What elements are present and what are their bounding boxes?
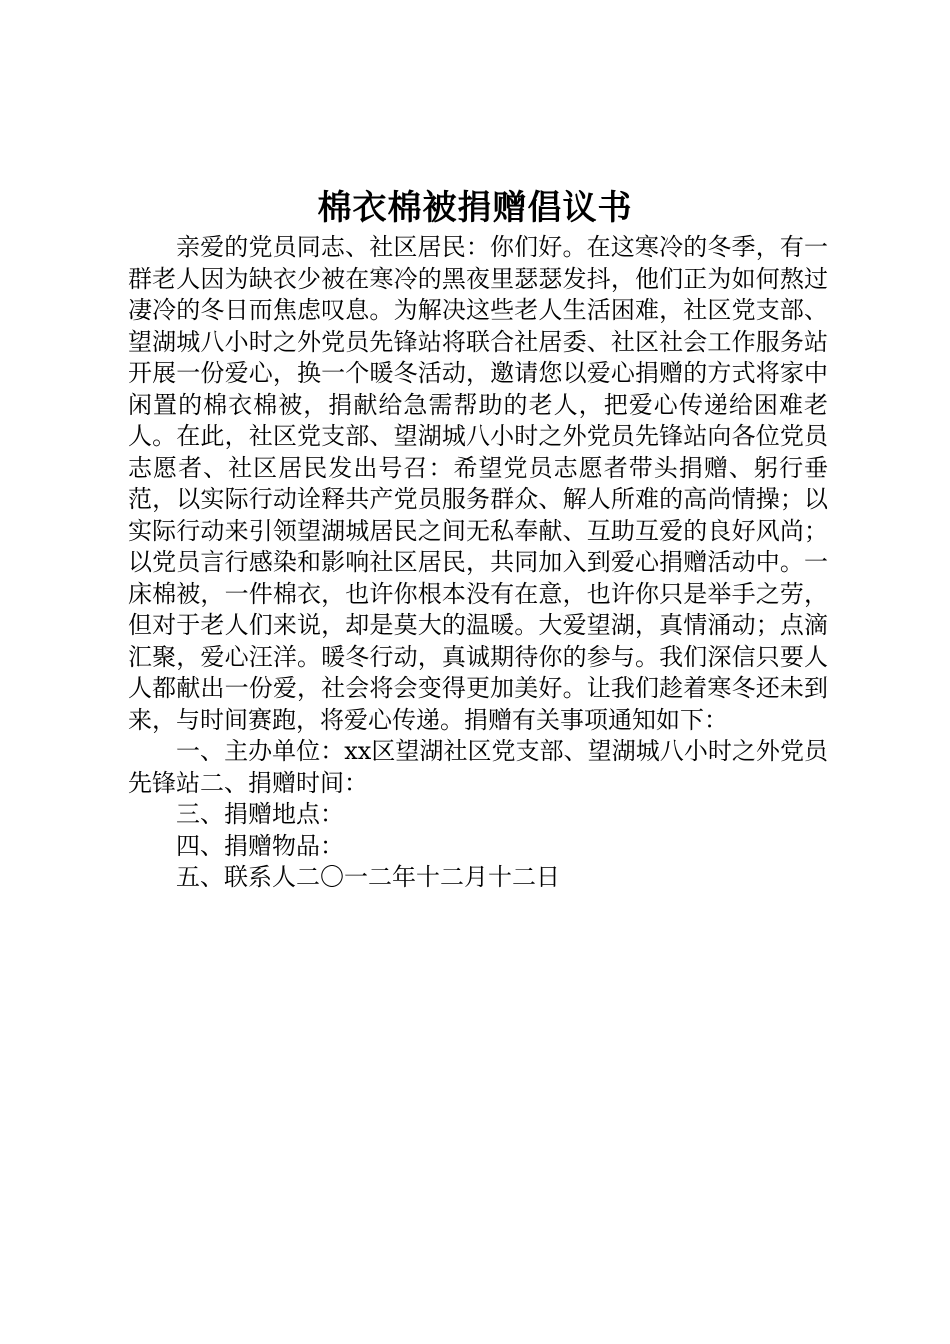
intro-paragraph: 亲爱的党员同志、社区居民：你们好。在这寒冷的冬季，有一群老人因为缺衣少被在寒冷的黑夜里瑟瑟发抖，他们正为如何熬过凄冷的冬日而焦虑叹息。为解决这些老人生活困难，社区党支部、望湖城八小时之外党员先锋站将联合社居委、社区社会工作服务站开展一份爱心，换一个暖冬活动，邀请您以爱心捐赠的方式将家中闲置的棉衣棉被，捐献给急需帮助的老人，把爱心传递给困难老人。在此，社区党支部、望湖城八小时之外党员先锋站向各位党员志愿者、社区居民发出号召：希望党员志愿者带头捐赠、躬行垂范，以实际行动诠释共产党员服务群众、解人所难的高尚情操；以实际行动来引领望湖城居民之间无私奉献、互助互爱的良好风尚；以党员言行感染和影响社区居民，共同加入到爱心捐赠活动中。一床棉被，一件棉衣，也许你根本没有在意，也许你只是举手之劳，但对于老人们来说，却是莫大的温暖。大爱望湖，真情涌动；点滴汇聚，爱心汪洋。暖冬行动，真诚期待你的参与。我们深信只要人人都献出一份爱，社会将会变得更加美好。让我们趁着寒冬还未到来，与时间赛跑，将爱心传递。捐赠有关事项通知如下： — [128, 233, 828, 734]
item-organizer-paragraph: 一、主办单位：xx区望湖社区党支部、望湖城八小时之外党员先锋站二、捐赠时间： — [128, 737, 828, 797]
document-title: 棉衣棉被捐赠倡议书 — [317, 188, 633, 228]
item-location-paragraph: 三、捐赠地点： — [176, 800, 344, 828]
document-body — [128, 232, 828, 894]
item-contact-paragraph: 五、联系人二〇一二年十二月十二日 — [176, 863, 560, 891]
item-goods-paragraph: 四、捐赠物品： — [176, 831, 344, 860]
